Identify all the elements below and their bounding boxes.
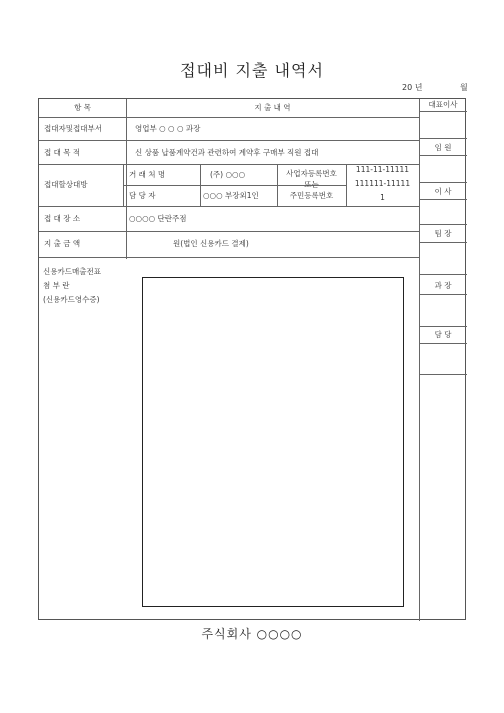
reg-value-1: 111-11-11111 (355, 165, 410, 174)
amount-row-line (39, 257, 419, 258)
reg-label-1: 사업자등록번호 (286, 169, 337, 178)
document-title: 접대비 지출 내역서 (180, 61, 324, 80)
company-name: 주식회사 ○○○○ (201, 627, 303, 641)
receipt-attach-box (142, 277, 404, 607)
client-value: (주) ○○○ (210, 170, 246, 179)
place-row-line (39, 231, 419, 232)
card-label-1: 신용카드매출전표 (43, 267, 101, 276)
header-detail: 지 출 내 역 (254, 103, 291, 112)
approval-line-6 (419, 224, 467, 225)
guest-label: 접대할상대방 (44, 180, 88, 189)
header-item: 항 목 (74, 103, 91, 112)
approval-line-11 (419, 343, 467, 344)
approval-line-4 (419, 182, 467, 183)
approval-line-5 (419, 199, 467, 200)
contact-value: ○○○ 부장외1인 (203, 191, 259, 200)
reg-value-2: 111111-11111 (354, 179, 411, 188)
place-label: 접 대 장 소 (44, 214, 81, 223)
approval-team-leader: 팀 장 (434, 229, 452, 238)
approval-line-12 (419, 374, 467, 375)
card-label-2: 첨 부 란 (43, 281, 70, 290)
dept-row-line (39, 140, 419, 141)
date-month-label: 월 (460, 83, 468, 92)
approval-line-8 (419, 274, 467, 275)
card-label-3: (신용카드영수증) (43, 295, 100, 304)
label-column-divider (126, 99, 127, 259)
amount-label: 지 출 금 액 (44, 239, 81, 248)
header-row-line (39, 117, 419, 118)
approval-manager: 과 장 (434, 281, 452, 290)
purpose-label: 접 대 목 적 (44, 148, 81, 157)
dept-label: 접대자및접대부서 (44, 124, 102, 133)
approval-director: 이 사 (434, 187, 452, 196)
place-value: ○○○○ 단란주점 (129, 214, 187, 223)
approval-line-10 (419, 326, 467, 327)
purpose-value: 신 상품 납품계약건과 관련하여 계약후 구매부 직원 접대 (135, 148, 319, 157)
approval-staff: 담 당 (434, 330, 452, 339)
reg-value-3: 1 (380, 193, 385, 202)
approval-line-1 (419, 111, 467, 112)
date-year-label: 20 년 (402, 83, 423, 92)
approval-line-3 (419, 155, 467, 156)
approval-executive: 임 원 (434, 143, 452, 152)
approval-ceo: 대표이사 (428, 100, 458, 109)
approval-line-9 (419, 294, 467, 295)
reg-label-3: 주민등록번호 (289, 191, 334, 200)
approval-line-2 (419, 138, 467, 139)
dept-value: 영업부 ○ ○ ○ 과장 (135, 124, 201, 133)
approval-line-7 (419, 242, 467, 243)
reg-label-2: 또는 (304, 180, 319, 189)
guest-row-line (39, 206, 419, 207)
contact-label: 담 당 자 (129, 191, 156, 200)
amount-value: 원(법인 신용카드 결제) (173, 239, 249, 248)
client-label: 거 래 처 명 (129, 170, 166, 179)
approval-column-divider (419, 99, 420, 621)
